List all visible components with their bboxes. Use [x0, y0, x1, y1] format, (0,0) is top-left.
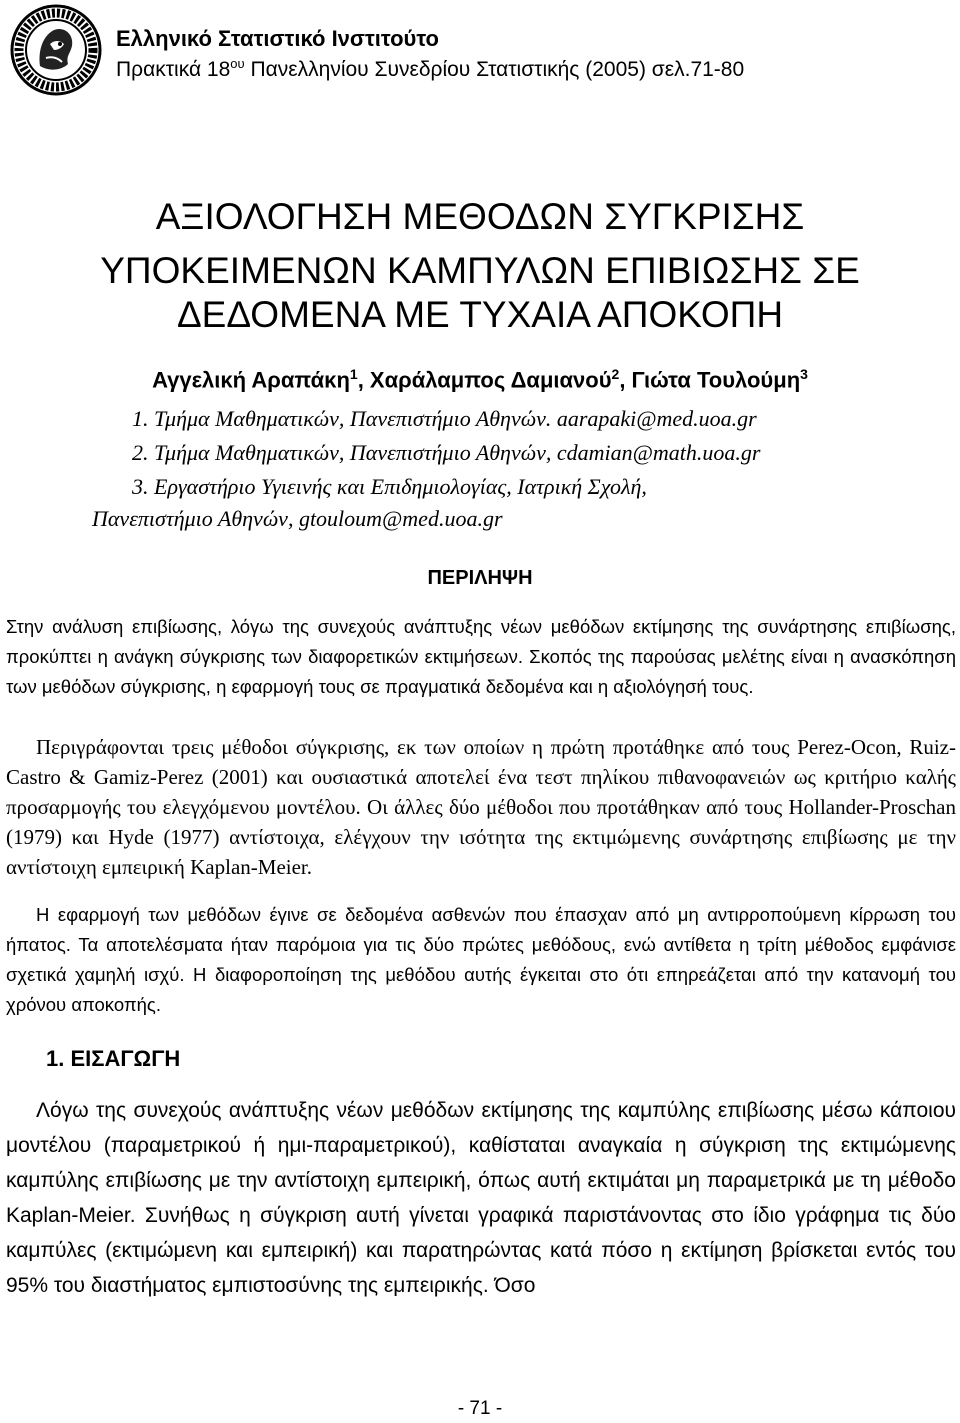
proceedings-sup: ου [230, 56, 245, 71]
abstract-paragraph-3: Η εφαρμογή των μεθόδων έγινε σε δεδομένα ασθενών που έπασχαν από μη αντιρροπούμενη κίρρωση του ήπατος. Τα αποτελέσματα ήταν παρόμοια για τις δύο πρώτες μεθόδους, ενώ αντίθετα η τρίτη μέθοδος εμφάνισε σχετικά χαμηλή ισχύ. Η διαφοροποίηση της μεθόδου αυτής έγκειται στο ότι επηρεάζεται από την κατανομή του χρόνου αποκοπής. [6, 904, 956, 1015]
abstract-heading: ΠΕΡΙΛΗΨΗ [427, 567, 533, 589]
institute-name: Ελληνικό Στατιστικό Ινστιτούτο [116, 26, 439, 51]
paper-title-line-2: ΥΠΟΚΕΙΜΕΝΩΝ ΚΑΜΠΥΛΩΝ ΕΠΙΒΙΩΣΗΣ ΣΕ [100, 250, 860, 291]
affiliation-3-line-1: 3. Εργαστήριο Υγιεινής και Επιδημιολογίας, Ιατρική Σχολή, [132, 474, 647, 499]
affiliation-3-line-2: Πανεπιστήμιο Αθηνών, gtouloum@med.uoa.gr [92, 506, 503, 531]
page-number: - 71 - [457, 1398, 503, 1419]
author-1-sup: 1 [349, 366, 358, 382]
affiliation-1: 1. Τμήμα Μαθηματικών, Πανεπιστήμιο Αθηνών. aarapaki@med.uoa.gr [132, 406, 757, 431]
paper-title-line-3: ΔΕΔΟΜΕΝΑ ΜΕ ΤΥΧΑΙΑ ΑΠΟΚΟΠΗ [176, 294, 784, 335]
proceedings-pre: Πρακτικά 18 [116, 58, 231, 81]
section-heading: 1. ΕΙΣΑΓΩΓΗ [46, 1046, 181, 1071]
author-2: , Χαράλαμπος Δαμιανού [357, 367, 612, 393]
author-3-sup: 3 [800, 366, 808, 382]
proceedings-post: Πανελληνίου Συνεδρίου Στατιστικής (2005) σελ.71-80 [244, 58, 745, 81]
author-2-sup: 2 [611, 366, 620, 382]
ese-seal-icon [10, 4, 102, 96]
affiliation-2: 2. Τμήμα Μαθηματικών, Πανεπιστήμιο Αθηνών, cdamian@math.uoa.gr [132, 440, 761, 465]
author-3: , Γιώτα Τουλούμη [619, 367, 801, 393]
paper-title-line-1: ΑΞΙΟΛΟΓΗΣΗ ΜΕΘΟΔΩΝ ΣΥΓΚΡΙΣΗΣ [155, 196, 805, 237]
proceedings-line [116, 56, 744, 82]
abstract-paragraph-1: Στην ανάλυση επιβίωσης, λόγω της συνεχούς ανάπτυξης νέων μεθόδων εκτίμησης της συνάρτησης επιβίωσης, προκύπτει η ανάγκη σύγκρισης των διαφορετικών εκτιμήσεων. Σκοπός της παρούσας μελέτης είναι η ανασκόπηση των μεθόδων σύγκρισης, η εφαρμογή τους σε πραγματικά δεδομένα και η αξιολόγησή τους. [6, 616, 956, 697]
author-1: Αγγελική Αραπάκη [152, 367, 350, 393]
authors-line [0, 366, 960, 393]
introduction-paragraph: Λόγω της συνεχούς ανάπτυξης νέων μεθόδων εκτίμησης της καμπύλης επιβίωσης μέσω κάποιου μοντέλου (παραμετρικού ή ημι-παραμετρικού), καθίσταται αναγκαία η σύγκριση της εκτιμώμενης καμπύλης επιβίωσης με την αντίστοιχη εμπειρική, όπως αυτή εκτιμάται μη παραμετρικά με τη μέθοδο Kaplan-Meier. Συνήθως η σύγκριση αυτή γίνεται γραφικά παριστάνοντας στο ίδιο γράφημα τις δύο καμπύλες (εκτιμώμενη και εμπειρική) και παρατηρώντας κατά πόσο η εκτίμηση βρίσκεται εντός του 95% του διαστήματος εμπιστοσύνης της εμπειρικής. Όσο [6, 1099, 956, 1297]
abstract-paragraph-2: Περιγράφονται τρεις μέθοδοι σύγκρισης, εκ των οποίων η πρώτη προτάθηκε από τους Perez-Ocon, Ruiz-Castro & Gamiz-Perez (2001) και ουσιαστικά αποτελεί ένα τεστ πηλίκου πιθανοφανειών ως κριτήριο καλής προσαρμογής του ελεγχόμενου μοντέλου. Οι άλλες δύο μέθοδοι που προτάθηκαν από τους Hollander-Proschan (1979) και Hyde (1977) αντίστοιχα, ελέγχουν την ισότητα της εκτιμώμενης συνάρτησης επιβίωσης με την αντίστοιχη εμπειρική Kaplan-Meier. [6, 735, 956, 879]
